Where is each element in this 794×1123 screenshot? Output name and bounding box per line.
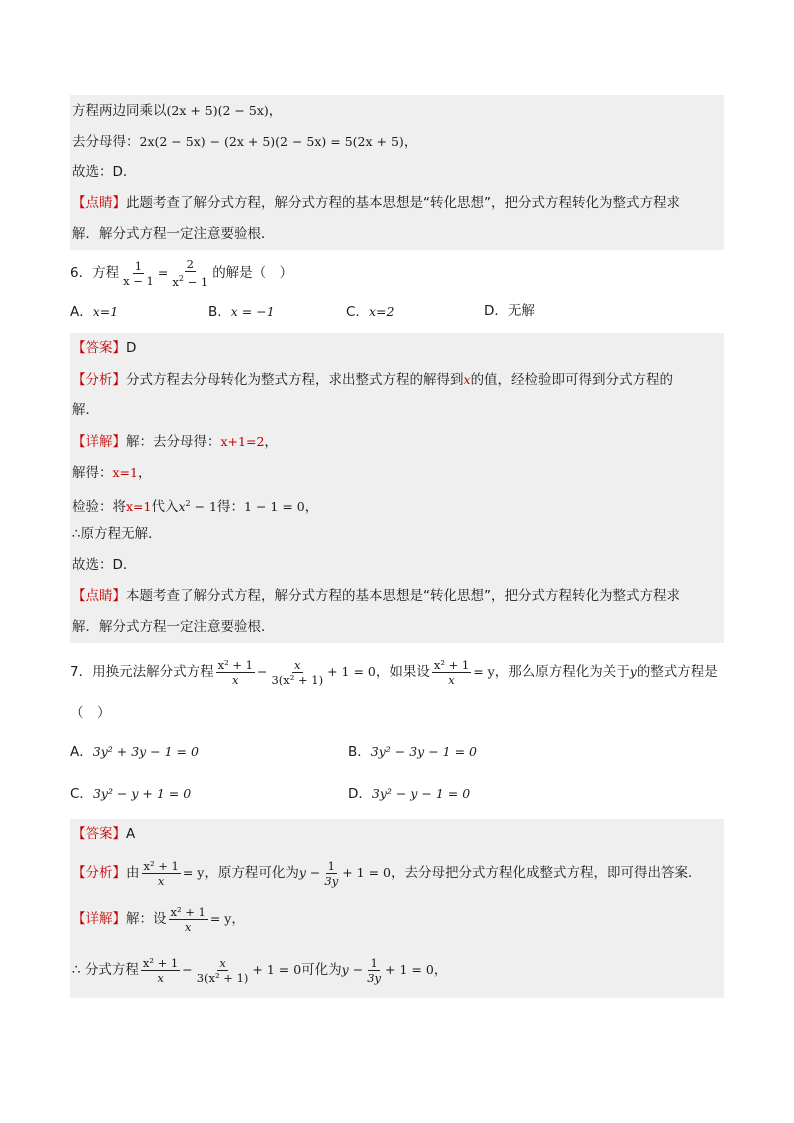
option-a: A．3y² + 3y − 1 = 0 bbox=[70, 744, 199, 760]
option-d: D．无解 bbox=[484, 303, 535, 319]
fraction: $\frac{x}{\text{3(x² + 1)}}$ bbox=[196, 955, 249, 985]
fraction: $\frac{1}{3y}$ bbox=[367, 955, 382, 985]
solution-line: 去分母得：2x(2 − 5x) − (2x + 5)(2 − 5x) = 5(2x + 5)， bbox=[72, 134, 418, 150]
detail-line: 检验：将x=1代入$x^2 - 1$得：1 − 1 = 0， bbox=[72, 499, 319, 515]
detail-line: 【详解】解：去分母得：x+1=2， bbox=[72, 434, 278, 450]
option-b: B．3y² − 3y − 1 = 0 bbox=[348, 744, 477, 760]
fraction: $\frac{2}{x^2 - 1}$ bbox=[172, 257, 209, 289]
detail-line: 故选：D． bbox=[72, 557, 137, 573]
question-6: 6．方程 $\frac{1}{x - 1}$ = $\frac{2}{x^2 - 1}$ 的解是（ ） bbox=[70, 257, 294, 289]
detail-line: ∴ 分式方程 $\frac{\text{x² + 1}}{x}$ − $\frac{x}{\text{3(x² + 1)}}$ + 1 = 0可化为y − $\frac{1}{3y}$ + 1 = 0， bbox=[72, 955, 448, 985]
question-7: 7．用换元法解分式方程 $\frac{\text{x² + 1}}{x}$ − $\frac{x}{\text{3(x² + 1)}}$ + 1 = 0，如果设 $\frac{\text{x² + 1}}{x}$ = y，那么原方程化为关于y的整式方程是 bbox=[70, 657, 718, 687]
analysis-line: 解． bbox=[72, 402, 99, 418]
question-7-paren: （ ） bbox=[70, 705, 111, 721]
fraction: $\frac{\text{x² + 1}}{x}$ bbox=[142, 955, 179, 985]
analysis-line: 【分析】由 $\frac{\text{x² + 1}}{x}$ = y，原方程可化为y − $\frac{1}{3y}$ + 1 = 0，去分母把分式方程化成整式方程，即可得出答案． bbox=[72, 858, 702, 888]
fraction: $\frac{x}{\text{3(x² + 1)}}$ bbox=[271, 657, 324, 687]
question-7-options-row1 bbox=[70, 731, 724, 773]
fraction: $\frac{1}{x - 1}$ bbox=[123, 258, 154, 288]
analysis-line: 【分析】分式方程去分母转化为整式方程，求出整式方程的解得到x的值，经检验即可得到分式方程的 bbox=[72, 372, 674, 388]
document-page bbox=[70, 95, 724, 998]
detail-line: 解得：x=1， bbox=[72, 465, 152, 481]
option-b: B．x = −1 bbox=[208, 304, 275, 320]
solution-line: 故选：D． bbox=[72, 164, 137, 180]
option-a: A．x=1 bbox=[70, 304, 119, 320]
answer-block-q7 bbox=[70, 819, 724, 998]
answer-line: 【答案】D bbox=[72, 340, 137, 356]
fraction: $\frac{\text{x² + 1}}{x}$ bbox=[217, 657, 253, 687]
math-expression: (2x + 5)(2 − 5x) bbox=[166, 103, 269, 118]
detail-line: ∴原方程无解． bbox=[72, 526, 162, 542]
comment-line: 解．解分式方程一定注意要验根． bbox=[72, 226, 275, 242]
answer-line: 【答案】A bbox=[72, 826, 136, 842]
comment-tag: 【点睛】 bbox=[72, 195, 126, 211]
option-c: C．x=2 bbox=[346, 304, 395, 320]
fraction: $\frac{1}{3y}$ bbox=[324, 858, 339, 888]
fraction: $\frac{\text{x² + 1}}{x}$ bbox=[433, 657, 470, 687]
detail-line: 【详解】解：设 $\frac{\text{x² + 1}}{x}$ = y， bbox=[72, 904, 245, 934]
solution-line: 方程两边同乘以(2x + 5)(2 − 5x)， bbox=[72, 103, 283, 119]
comment-line: 解．解分式方程一定注意要验根． bbox=[72, 619, 275, 635]
text: 方程两边同乘以 bbox=[72, 103, 167, 119]
comment-line: 【点睛】本题考查了解分式方程，解分式方程的基本思想是“转化思想”，把分式方程转化为整式方程求 bbox=[72, 588, 680, 604]
math-expression: 2x(2 − 5x) − (2x + 5)(2 − 5x) = 5(2x + 5) bbox=[139, 134, 404, 149]
option-c: C．3y² − y + 1 = 0 bbox=[70, 786, 192, 802]
fraction: $\frac{\text{x² + 1}}{x}$ bbox=[143, 858, 179, 888]
question-6-options bbox=[70, 296, 724, 327]
question-7-options-row2 bbox=[70, 773, 724, 815]
answer-block-q6 bbox=[70, 333, 724, 643]
fraction: $\frac{\text{x² + 1}}{x}$ bbox=[170, 904, 206, 934]
option-d: D．3y² − y − 1 = 0 bbox=[348, 786, 471, 802]
comment-line: 【点睛】此题考查了解分式方程，解分式方程的基本思想是“转化思想”，把分式方程转化为整式方程求 bbox=[72, 195, 680, 211]
solution-block-q5 bbox=[70, 95, 724, 250]
